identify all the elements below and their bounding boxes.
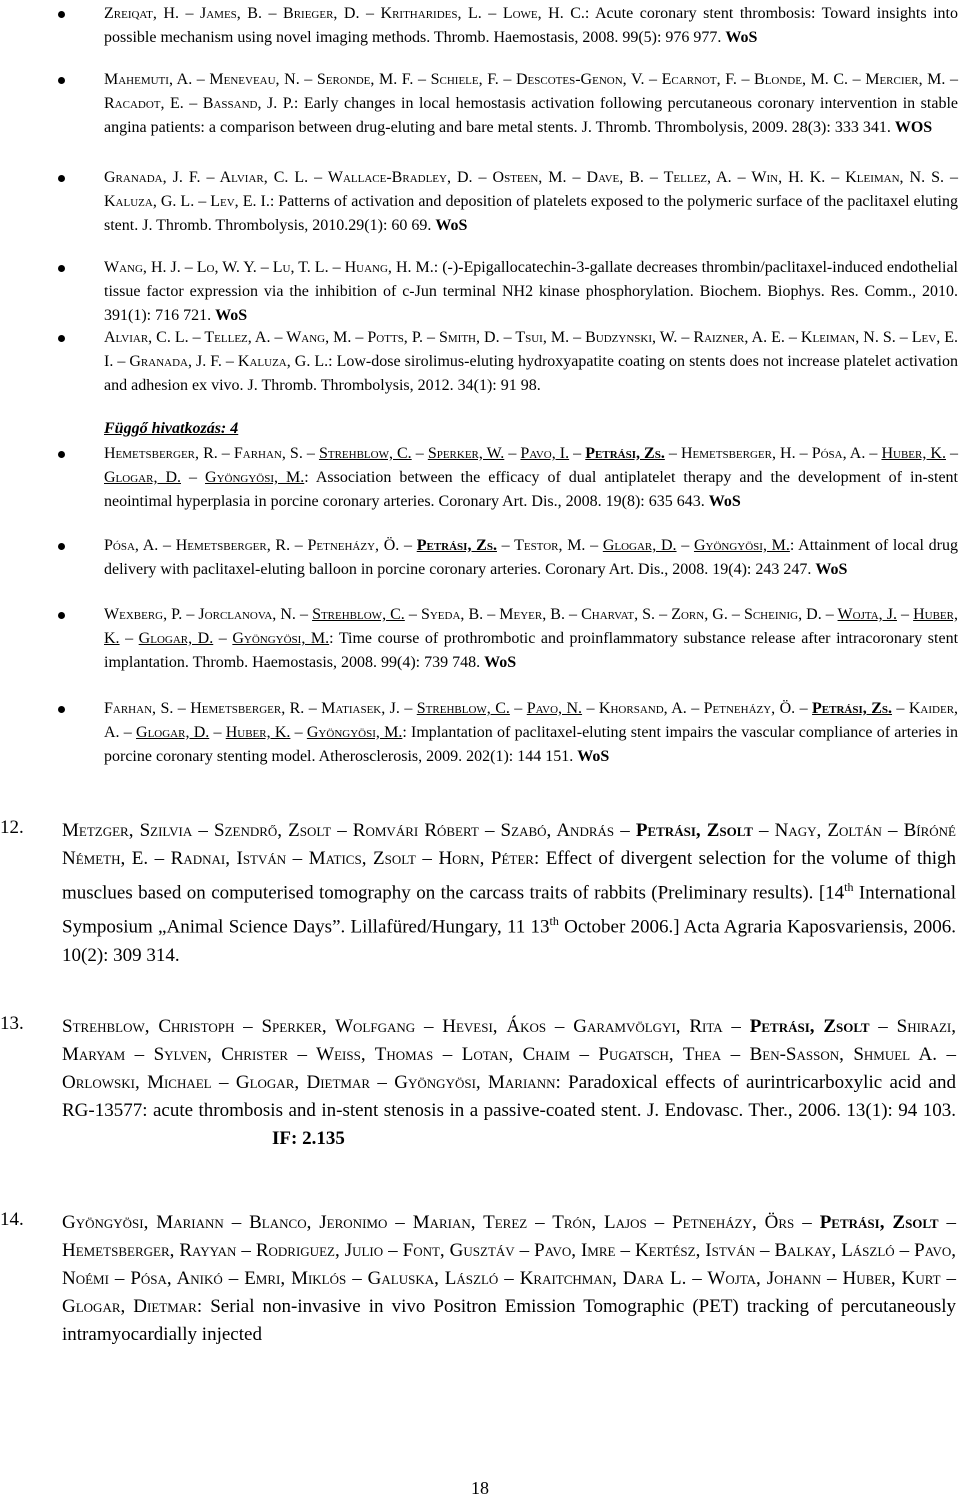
reference-item (58, 2, 958, 50)
ref-authors: Wang, H. J. – Lo, W. Y. – Lu, T. L. – Huang, H. M. (104, 259, 434, 276)
bullet-icon (58, 612, 65, 619)
bullet-icon (58, 265, 65, 272)
bullet-icon (58, 543, 65, 550)
bullet-icon (58, 11, 65, 18)
wos-tag: WoS (435, 217, 468, 234)
ref-authors: Alviar, C. L. – Tellez, A. – Wang, M. – Potts, P. – Smith, D. – Tsui, M. – Budzynski, W. – Raizner, A. E. – Kleiman, N. S. – Lev, E. I. – Granada, J. F. – Kaluza, G. L. (104, 329, 958, 370)
reference-item: Pósa, A. – Hemetsberger, R. – Petneházy, Ö. – Petrási, Zs. – Testor, M. – Glogar, D. – Gyöngyösi, M.: Attainment of local drug delivery with paclitaxel-eluting balloon in porcine coronary arteries. Coronary Art. Dis., 2008. 19(4): 243 247. WoS (58, 534, 958, 582)
bullet-icon (58, 77, 65, 84)
bullet-icon (58, 451, 65, 458)
wos-tag: WoS (215, 307, 248, 324)
document-page: Zreiqat, H. – James, B. – Brieger, D. – Kritharides, L. – Lowe, H. C.: Acute coronary stent thrombosis: Toward insights into possible mechanism using novel imaging methods. Thromb. Haemostasis, 2008. 99(5): 976 977. WoS Mahemuti, A. – Meneveau, N. – Seronde, M. F. – Schiele, F. – Descotes-Genon, V. – Ecarnot, F. – Blonde, M. C. – Mercier, M. – Racadot, E. – Bassand, J. P.: Early changes in local hemostasis activation following percutaneous coronary intervention in stable angina patients: a comparison between drug-eluting and bare metal stents. J. Thromb. Thrombolysis, 2009. 28(3): 333 341. WOS Granada, J. F. – Alviar, C. L. – Wallace-Bradley, D. – Osteen, M. – Dave, B. – Tellez, A. – Win, H. K. – Kleiman, N. S. – Kaluza, G. L. – Lev, E. I.: Patterns of activation and deposition of platelets exposed to the polymeric surface of the paclitaxel eluting stent. J. Thromb. Thrombolysis, 2010.29(1): 60 69. WoS Wang, H. J. – Lo, W. Y. – Lu, T. L. – Huang, H. M.: (-)-Epigallocatechin-3-gallate decreases thrombin/paclitaxel-induced endothelial tissue factor expression via the inhibition of c-Jun terminal NH2 kinase phosphorylation. Biochem. Biophys. Res. Comm., 2010. 391(1): 716 721. WoS Alviar, C. L. – Tellez, A. – Wang, M. – Potts, P. – Smith, D. – Tsui, M. – Budzynski, W. – Raizner, A. E. – Kleiman, N. S. – Lev, E. I. – Granada, J. F. – Kaluza, G. L.: Low-dose sirolimus-eluting hydroxyapatite coating on stents does not increase platelet activation and adhesion ex vivo. J. Thromb. Thrombolysis, 2012. 34(1): 91 98. Függő hivatkozás: 4 Hemetsberger, R. – Farhan, S. – Strehblow, C. – Sperker, W. – Pavo, I. – Petrási, Zs. – Hemetsberger, H. – Pósa, A. – Huber, K. – Glogar, D. – Gyöngyösi, M.: Association between the efficacy of dual antiplatelet therapy and the development of in-stent neointimal hyperplasia in porcine coronary arteries. Coronary Art. Dis., 2008. 19(8): 635 643. WoS Pósa, A. – Hemetsberger, R. – Petneházy, Ö. – Petrási, Zs. – Testor, M. – Glogar, D. – Gyöngyösi, M.: Attainment of local drug delivery with paclitaxel-eluting balloon in porcine coronary arteries. Coronary Art. Dis., 2008. 19(4): 243 247. WoS Wexberg, P. – Jorclanova, N. – Strehblow, C. – Syeda, B. – Meyer, B. – Charvat, S. – Zorn, G. – Scheinig, D. – Wojta, J. – Huber, K. – Glogar, D. – Gyöngyösi, M.: Time course of prothrombotic and proinflammatory substance release after intracoronary stent implantation. Thromb. Haemostasis, 2008. 99(4): 739 748. WoS Farhan, S. – Hemetsberger, R. – Matiasek, J. – Strehblow, C. – Pavo, N. – Khorsand, A. – Petneházy, Ö. – Petrási, Zs. – Kaider, A. – Glogar, D. – Huber, K. – Gyöngyösi, M.: Implantation of paclitaxel-eluting stent impairs the vascular compliance of arteries in porcine coronary stenting model. Atherosclerosis, 2009. 202(1): 144 151. WoS 12. Metzger, Szilvia – Szendrő, Zsolt – Romvári Róbert – Szabó, András – Petrási, Zsolt – Nagy, Zoltán – Bíróné Németh, E. – Radnai, István – Matics, Zsolt – Horn, Péter: Effect of divergent selection for the volume of thigh musclues based on computerised tomography on the carcass traits of rabbits (Preliminary results). [14th International Symposium „Animal Science Days”. Lillafüred/Hungary, 11 13th October 2006.] Acta Agraria Kaposvariensis, 2006. 10(2): 309 314. 13. Strehblow, Christoph – Sperker, Wolfgang – Hevesi, Ákos – Garamvölgyi, Rita – Petrási, Zsolt – Shirazi, Maryam – Sylven, Christer – Weiss, Thomas – Lotan, Chaim – Pugatsch, Thea – Ben-Sasson, Shmuel A. – Orlowski, Michael – Glogar, Dietmar – Gyöngyösi, Mariann: Paradoxical effects of aurintricarboxylic acid and RG-13577: acute thrombosis and in-stent stenosis in a passive-coated stent. J. Endovasc. Ther., 2006. 13(1): 94 103.IF: 2.135 14. Gyöngyösi, Mariann – Blanco, Jeronimo – Marian, Terez – Trón, Lajos – Petneházy, Örs – Petrási, Zsolt – Hemetsberger, Rayyan – Rodriguez, Julio – Font, Gusztáv – Pavo, Imre – Kertész, István – Balkay, László – Pavo, Noémi – Pósa, Anikó – Emri, Miklós – Galuska, László – Kraitchman, Dara L. – Wojta, Johann – Huber, Kurt – Glogar, Dietmar: Serial non-invasive in vivo Positron Emission Tomographic (PET) tracking of percutaneously intramyocardially injected 18 (0, 0, 960, 1508)
pending-citations-heading: Függő hivatkozás: 4 (104, 420, 239, 437)
bullet-icon (58, 335, 65, 342)
ref-text: : Acute coronary stent thrombosis: Toward insights into possible mechanism using novel imaging methods. Thromb. Haemostasis, 2008. 99(5): 976 977. (104, 5, 958, 46)
page-number: 18 (471, 1478, 489, 1498)
reference-item (58, 68, 958, 140)
entry-number: 13. (0, 1013, 24, 1034)
entry-number: 12. (0, 817, 24, 838)
ref-text: : (-)-Epigallocatechin-3-gallate decreases thrombin/paclitaxel-induced endothelial tissue factor expression via the inhibition of c-Jun terminal NH2 kinase phosphorylation. Biochem. Biophys. Res. Comm., 2010. 391(1): 716 721. (104, 259, 958, 324)
impact-factor: IF: 2.135 (272, 1128, 345, 1149)
wos-tag: WOS (894, 119, 933, 136)
reference-item (58, 326, 958, 398)
reference-item (58, 256, 958, 328)
ref-authors: Mahemuti, A. – Meneveau, N. – Seronde, M. F. – Schiele, F. – Descotes-Genon, V. – Ecarnot, F. – Blonde, M. C. – Mercier, M. – Racadot, E. – Bassand, J. P. (104, 71, 958, 112)
bullet-icon (58, 175, 65, 182)
reference-item: Farhan, S. – Hemetsberger, R. – Matiasek, J. – Strehblow, C. – Pavo, N. – Khorsand, A. – Petneházy, Ö. – Petrási, Zs. – Kaider, A. – Glogar, D. – Huber, K. – Gyöngyösi, M.: Implantation of paclitaxel-eluting stent impairs the vascular compliance of arteries in porcine coronary stenting model. Atherosclerosis, 2009. 202(1): 144 151. WoS (58, 697, 958, 769)
ref-text: : Low-dose sirolimus-eluting hydroxyapatite coating on stents does not increase platelet activation and adhesion ex vivo. J. Thromb. Thrombolysis, 2012. 34(1): 91 98. (104, 353, 958, 394)
reference-item (58, 166, 958, 238)
ref-text: : Patterns of activation and deposition of platelets exposed to the polymeric surface of the paclitaxel eluting stent. J. Thromb. Thrombolysis, 2010.29(1): 60 69. (104, 193, 958, 234)
reference-item: Hemetsberger, R. – Farhan, S. – Strehblow, C. – Sperker, W. – Pavo, I. – Petrási, Zs. – Hemetsberger, H. – Pósa, A. – Huber, K. – Glogar, D. – Gyöngyösi, M.: Association between the efficacy of dual antiplatelet therapy and the development of in-stent neointimal hyperplasia in porcine coronary arteries. Coronary Art. Dis., 2008. 19(8): 635 643. WoS (58, 442, 958, 514)
wos-tag: WoS (725, 29, 758, 46)
ref-authors: Granada, J. F. – Alviar, C. L. – Wallace-Bradley, D. – Osteen, M. – Dave, B. – Tellez, A. – Win, H. K. – Kleiman, N. S. – Kaluza, G. L. – Lev, E. I. (104, 169, 958, 210)
ref-authors: Zreiqat, H. – James, B. – Brieger, D. – Kritharides, L. – Lowe, H. C. (104, 5, 585, 22)
entry-number: 14. (0, 1209, 24, 1230)
reference-item: Wexberg, P. – Jorclanova, N. – Strehblow, C. – Syeda, B. – Meyer, B. – Charvat, S. – Zorn, G. – Scheinig, D. – Wojta, J. – Huber, K. – Glogar, D. – Gyöngyösi, M.: Time course of prothrombotic and proinflammatory substance release after intracoronary stent implantation. Thromb. Haemostasis, 2008. 99(4): 739 748. WoS (58, 603, 958, 675)
ref-text: : Early changes in local hemostasis activation following percutaneous coronary intervention in stable angina patients: a comparison between drug-eluting and bare metal stents. J. Thromb. Thrombolysis, 2009. 28(3): 333 341. (104, 95, 959, 136)
bullet-icon (58, 706, 65, 713)
